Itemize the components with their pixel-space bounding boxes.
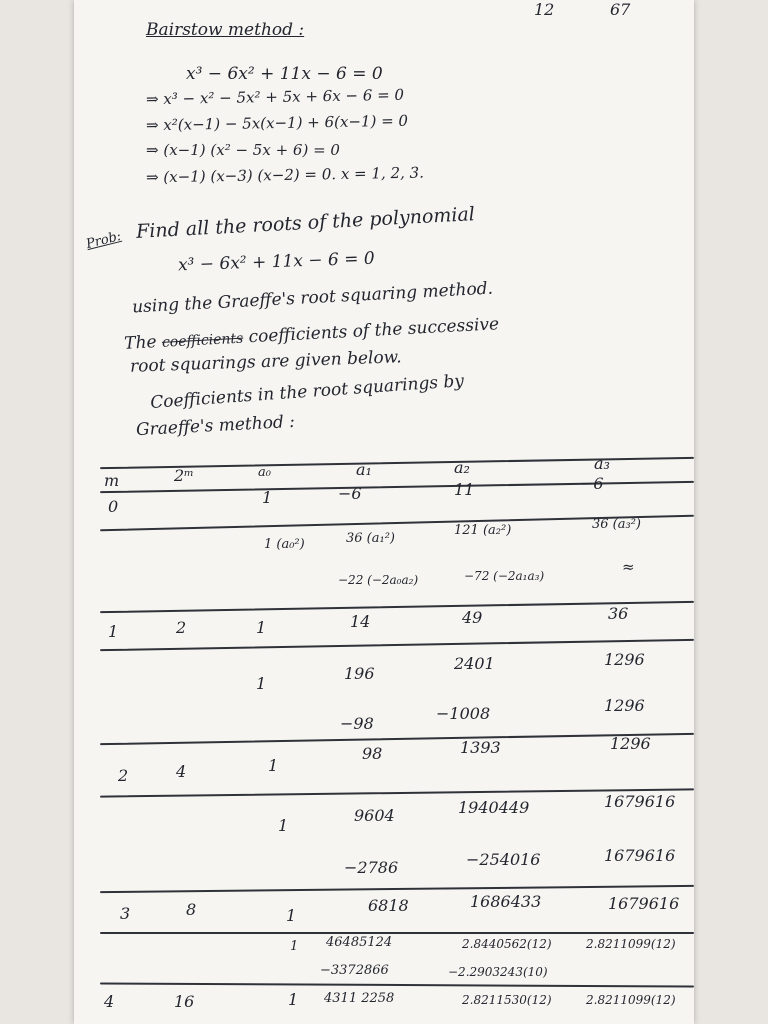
header-a0: a₀: [258, 465, 271, 480]
problem-line-5: root squarings are given below.: [129, 347, 402, 377]
problem-line-3: using the Graeffe's root squaring method.: [131, 278, 494, 318]
cross-a2: −2.2903243(10): [448, 965, 548, 979]
cell-m: 3: [120, 904, 131, 923]
cell-a0: 1: [288, 990, 299, 1009]
square-a2: 2.8440562(12): [462, 937, 552, 951]
cell-a1: 98: [362, 744, 383, 763]
cell-a3: 1296: [610, 734, 651, 753]
cell-2m: 16: [174, 992, 195, 1011]
square-a0: 1 (a₀²): [264, 537, 305, 552]
bairstow-step-3: ⇒ (x−1) (x² − 5x + 6) = 0: [146, 141, 340, 159]
bairstow-step-1: ⇒ x³ − x² − 5x² + 5x + 6x − 6 = 0: [145, 85, 405, 109]
cell-m: 2: [118, 766, 129, 785]
table-rule: [100, 982, 694, 987]
bairstow-heading: Bairstow method :: [146, 20, 305, 40]
cell-a1: −6: [338, 484, 362, 503]
bairstow-step-2: ⇒ x²(x−1) − 5x(x−1) + 6(x−1) = 0: [145, 111, 409, 135]
problem-line-6: Coefficients in the root squarings by: [149, 371, 465, 413]
cell-a2: 11: [454, 480, 475, 499]
cell-a1: 6818: [368, 896, 409, 915]
header-2m: 2ᵐ: [174, 466, 194, 485]
struck-word: coefficients: [161, 330, 244, 351]
cell-a3: 36: [608, 604, 629, 623]
cell-a0: 1: [286, 906, 297, 925]
bairstow-equation: x³ − 6x² + 11x − 6 = 0: [186, 64, 383, 84]
cross-a2: −72 (−2a₁a₃): [464, 569, 545, 583]
cross-a1: −98: [340, 714, 374, 733]
table-rule: [100, 601, 694, 613]
page-number-right: 67: [610, 0, 631, 19]
problem-label: Prob:: [84, 228, 123, 253]
square-a0: 1: [290, 939, 299, 954]
table-rule: [100, 733, 694, 745]
cell-a0: 1: [262, 488, 273, 507]
scribble-mark: ≈: [622, 558, 635, 576]
cross-a1: −2786: [344, 858, 399, 877]
cell-m: 0: [108, 497, 119, 516]
header-m: m: [104, 471, 120, 490]
cross-a3: 1296: [604, 696, 645, 715]
problem-line-7: Graeffe's method :: [135, 411, 296, 441]
square-a3: 1679616: [604, 792, 676, 811]
square-a2: 121 (a₂²): [454, 523, 512, 538]
cell-a0: 1: [256, 618, 267, 637]
bairstow-step-4: ⇒ (x−1) (x−3) (x−2) = 0. x = 1, 2, 3.: [145, 163, 425, 187]
cell-a3: −6: [580, 474, 604, 493]
cell-m: 1: [108, 622, 119, 641]
table-rule: [100, 932, 694, 934]
cell-a3: 2.8211099(12): [586, 993, 676, 1007]
table-rule: [100, 885, 694, 893]
cross-a2: −254016: [466, 850, 541, 869]
square-a2: 2401: [454, 654, 495, 673]
cross-a1: −22 (−2a₀a₂): [338, 573, 419, 587]
cell-a2: 1686433: [470, 892, 542, 911]
square-a1: 196: [344, 664, 375, 683]
cell-2m: 8: [186, 900, 197, 919]
square-a1: 46485124: [326, 935, 393, 950]
square-a0: 1: [278, 816, 289, 835]
cross-a3: 1679616: [604, 846, 676, 865]
square-a3: 1296: [604, 650, 645, 669]
notebook-page: [74, 0, 694, 1024]
cell-a1: 14: [350, 612, 371, 631]
square-a3: 36 (a₃²): [592, 517, 641, 532]
cross-a1: −3372866: [320, 963, 389, 978]
cell-a2: 2.8211530(12): [462, 993, 552, 1007]
problem-line-4-text: coefficients of the successive: [248, 314, 500, 348]
cell-a2: 49: [462, 608, 483, 627]
header-a2: a₂: [454, 458, 470, 477]
square-a0: 1: [256, 674, 267, 693]
cell-a0: 1: [268, 756, 279, 775]
problem-polynomial: x³ − 6x² + 11x − 6 = 0: [177, 248, 375, 276]
cross-a2: −1008: [436, 704, 491, 723]
header-a1: a₁: [356, 460, 372, 479]
page-number-left: 12: [534, 0, 555, 19]
square-a2: 1940449: [458, 798, 530, 817]
header-a3: a₃: [594, 454, 610, 473]
cell-a3: 1679616: [608, 894, 680, 913]
cell-2m: 2: [176, 618, 187, 637]
square-a3: 2.8211099(12): [586, 937, 676, 951]
cell-m: 4: [104, 992, 115, 1011]
problem-line-1: Find all the roots of the polynomial: [135, 203, 476, 243]
square-a1: 9604: [354, 806, 395, 825]
table-rule: [100, 639, 694, 651]
cell-a2: 1393: [460, 738, 501, 757]
cell-a1: 4311 2258: [324, 991, 395, 1006]
problem-line-4: [124, 316, 500, 353]
cell-2m: 4: [176, 762, 187, 781]
square-a1: 36 (a₁²): [346, 531, 395, 546]
problem-line-4-prefix: The: [123, 332, 158, 354]
